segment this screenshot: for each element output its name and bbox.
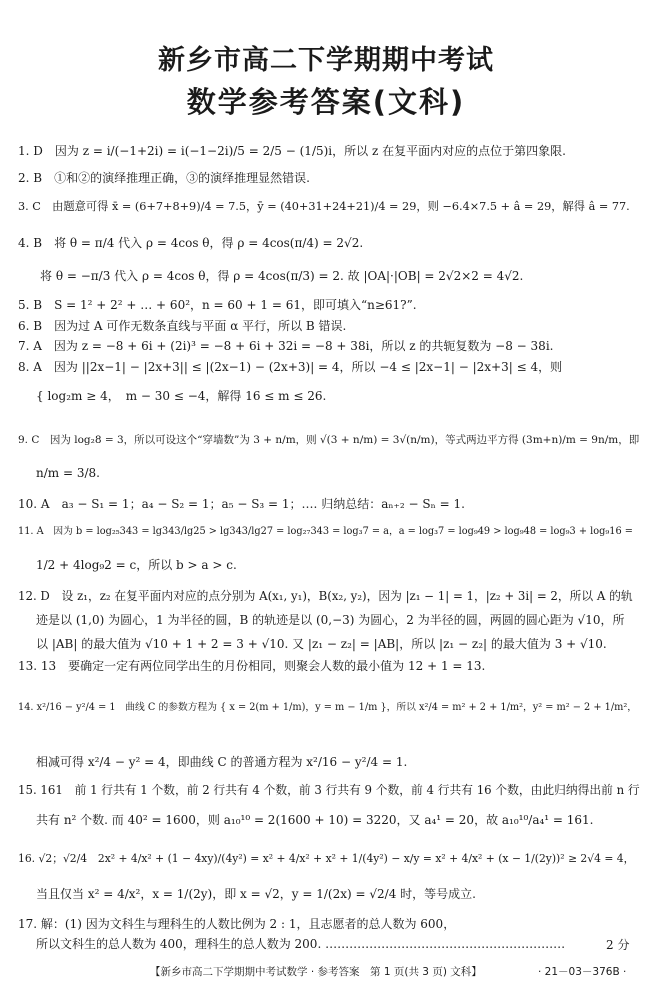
answer-line: 7. A 因为 z = −8 + 6i + (2i)³ = −8 + 6i + 32i = −8 + 38i，所以 z 的共轭复数为 −8 − 38i. [18,339,554,353]
page-footer: 【新乡市高二下学期期中考试数学 · 参考答案 第 1 页(共 3 页) 文科】 [150,966,482,978]
answer-line: 共有 n² 个数. 而 40² = 1600，则 a₁₀¹⁰ = 2(1600 + 10) = 3220，又 a₄¹ = 20，故 a₁₀¹⁰/a₄¹ = 161. [36,813,594,827]
answer-line: 6. B 因为过 A 可作无数条直线与平面 α 平行，所以 B 错误. [18,319,347,333]
answer-line: 5. B S = 1² + 2² + … + 60²，n = 60 + 1 = 61，即可填入“n≥61?”. [18,298,417,312]
answer-line: 16. √2；√2/4 2x² + 4/x² + (1 − 4xy)/(4y²) = x² + 4/x² + x² + 1/(4y²) − x/y = x² + 4/x² + (x − 1/(2y))² ≥ 2√4 = 4， [18,852,635,865]
answer-line: 2. B ①和②的演绎推理正确，③的演绎推理显然错误. [18,171,310,185]
answer-line: 9. C 因为 log₂8 = 3，所以可设这个“穿墙数”为 3 + n/m，则 √(3 + n/m) = 3√(n/m)，等式两边平方得 (3m+n)/m = 9n/m，即 [18,434,640,446]
answer-line: 迹是以 (1,0) 为圆心，1 为半径的圆，B 的轨迹是以 (0,−3) 为圆心，2 为半径的圆，两圆的圆心距为 √10，所 [36,613,625,627]
document-code: · 21－03－376B · [538,966,627,978]
answer-line: 当且仅当 x² = 4/x²，x = 1/(2y)，即 x = √2，y = 1/(2x) = √2/4 时，等号成立. [36,887,476,901]
answer-line: 11. A 因为 b = log₂₅343 = lg343/lg25 > lg343/lg27 = log₂₇343 = log₃7 = a，a = log₃7 = log₉49 > log₉48 = log₉3 + log₉16 = [18,526,633,537]
answer-line: 4. B 将 θ = π/4 代入 ρ = 4cos θ，得 ρ = 4cos(π/4) = 2√2. [18,236,364,250]
answer-line: 以 |AB| 的最大值为 √10 + 1 + 2 = 3 + √10. 又 |z₁ − z₂| = |AB|，所以 |z₁ − z₂| 的最大值为 3 + √10. [36,637,607,651]
answer-line: 1/2 + 4log₉2 = c，所以 b > a > c. [36,558,237,572]
page-subtitle: 数学参考答案(文科) [186,85,466,119]
score-mark: 2 分 [606,938,630,952]
answer-line: 8. A 因为 ||2x−1| − |2x+3|| ≤ |(2x−1) − (2x+3)| = 4，所以 −4 ≤ |2x−1| − |2x+3| ≤ 4，则 [18,360,563,374]
answer-line: { log₂m ≥ 4， m − 30 ≤ −4，解得 16 ≤ m ≤ 26. [36,389,327,403]
answer-line: 15. 161 前 1 行共有 1 个数，前 2 行共有 4 个数，前 3 行共有 9 个数，前 4 行共有 16 个数，由此归纳得出前 n 行 [18,783,640,797]
answer-line: 1. D 因为 z = i/(−1+2i) = i(−1−2i)/5 = 2/5 − (1/5)i，所以 z 在复平面内对应的点位于第四象限. [18,144,566,158]
answer-line: 所以文科生的总人数为 400，理科生的总人数为 200. …………………………………………………… [36,937,566,951]
page-title: 新乡市高二下学期期中考试 [158,45,494,76]
answer-line: 13. 13 要确定一定有两位同学出生的月份相同，则聚会人数的最小值为 12 + 1 = 13. [18,659,486,673]
answer-line: 相减可得 x²/4 − y² = 4，即曲线 C 的普通方程为 x²/16 − y²/4 = 1. [36,755,408,769]
answer-line: 3. C 由题意可得 x̄ = (6+7+8+9)/4 = 7.5，ȳ = (40+31+24+21)/4 = 29，则 −6.4×7.5 + â = 29，解得 â = 77. [18,200,630,213]
answer-line: 将 θ = −π/3 代入 ρ = 4cos θ，得 ρ = 4cos(π/3) = 2. 故 |OA|·|OB| = 2√2×2 = 4√2. [40,269,524,283]
answer-line: 10. A a₃ − S₁ = 1；a₄ − S₂ = 1；a₅ − S₃ = 1；…. 归纳总结：aₙ₊₂ − Sₙ = 1. [18,497,465,511]
answer-line: 17. 解：(1) 因为文科生与理科生的人数比例为 2 : 1，且志愿者的总人数为 600， [18,917,456,931]
answer-line: 12. D 设 z₁，z₂ 在复平面内对应的点分别为 A(x₁, y₁)，B(x₂, y₂)，因为 |z₁ − 1| = 1，|z₂ + 3i| = 2，所以 A 的轨 [18,589,633,603]
answer-line: n/m = 3/8. [36,466,100,480]
answer-line: 14. x²/16 − y²/4 = 1 曲线 C 的参数方程为 { x = 2(m + 1/m)，y = m − 1/m }，所以 x²/4 = m² + 2 + 1/m²，y² = m² − 2 + 1/m²， [18,702,638,713]
